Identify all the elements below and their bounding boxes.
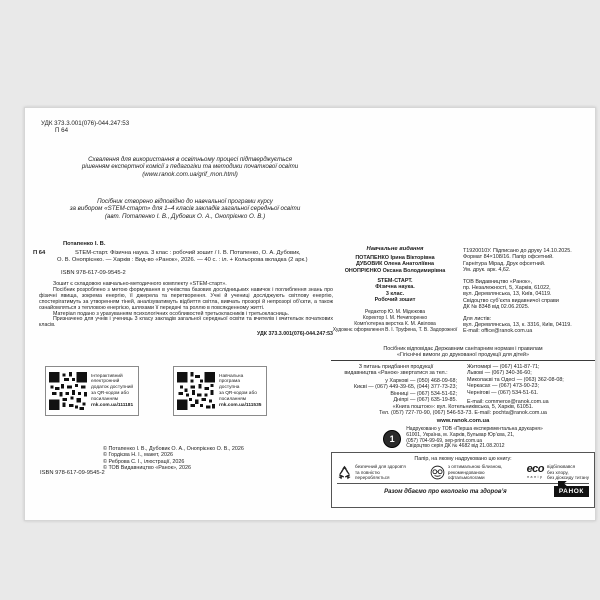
text-line: «Гігієнічні вимоги до друкованої продукції для дітей» (396, 352, 530, 359)
text-line: вул. Деревлянська, 13, к. 3316, Київ, 04119. (463, 322, 572, 329)
text-line: у Харкові — (050) 468-09-68; (385, 378, 457, 384)
isbn-entry: ISBN 978-617-09-9545-2 (61, 270, 126, 276)
recycle-icon (337, 465, 352, 480)
text-line: ДК № 8348 від 02.06.2025. (463, 304, 530, 311)
text-line: Навчальна (219, 373, 244, 379)
text-line: Для листів: (463, 315, 492, 322)
text-line: посиланням (91, 396, 119, 402)
bib-entry-line: STEM-старт. Фізична наука. 3 клас : робочий зошит / І. В. Потапенко, О. А. Дубовик, (75, 250, 301, 256)
text-line: © ТОВ Видавництво «Ранок», 2026 (103, 465, 191, 472)
text-line: ПОТАПЕНКО Ірина Вікторівна (355, 254, 435, 261)
eco-paper-logo (527, 464, 544, 480)
text-line: Т1920010У. Підписано до друку 14.10.2025. (463, 248, 572, 254)
text-line: Житомирі — (067) 411-87-71; (467, 364, 540, 370)
text-line: Свідоцтво серія ДК № 4682 від 21.08.2012 (406, 443, 505, 450)
text-line: (057) 704-99-69, sep-print.com.ua (406, 437, 483, 444)
text-line: © Реброва С. І., ілюстрації, 2026 (103, 458, 185, 465)
text-line: (www.ranok.com.ua/grif_mon.html) (142, 170, 238, 178)
udc-code: УДК 373.3.001(076)-044.247:53 (41, 120, 130, 127)
eco-item-text (547, 464, 589, 480)
copyright-block (103, 446, 244, 472)
edition-title (331, 278, 459, 304)
text-line: переробляється (355, 474, 390, 480)
text-line: офтальмологами (447, 474, 485, 480)
imprint-column (331, 246, 595, 520)
text-line: рекомендованою (447, 469, 485, 475)
qr-box-curriculum (173, 366, 267, 416)
annotation-paragraph: Матеріал подано з урахуванням психологічних особливостей третьокласників і третьокласниць. (53, 310, 290, 317)
annotation-paragraph: Посібник розроблено з метою формування в учнівства базових дослідницьких навичок і поглиблення знань про фізичні явища, зокрема енергію, її джерела та перетворення. Учні й учениці досліджують світлову енергію, спостерігатимуть за утворенням тіней, аналізуватимуть відбиття світла, вивчать прозорі й непрозорі об’єкти, а також ознайомляться з тепловою енергією, шляхами її передачі та роллю в повсякденному житті. (39, 286, 333, 311)
website: www.ranok.com.ua (436, 418, 490, 424)
staff-credits (331, 309, 459, 333)
text-line: без діоксиду титану (547, 474, 589, 480)
text-line: Художнє оформлення В. І. Труфена, Т. В. Задорожної (332, 326, 458, 333)
text-line: та повністю (355, 469, 380, 475)
qr-caption (219, 374, 261, 409)
divider-rule (331, 360, 595, 361)
text-line: Формат 84×108/16. Папір офсетний. (463, 254, 554, 261)
author-sign: П 64 (55, 127, 69, 135)
bib-author: Потапенко І. В. (63, 241, 106, 247)
text-line: «Книга поштою»: вул. Котельниківська, 5, Харків, 61051. (392, 404, 534, 410)
text-line: E-mail: office@ranok.com.ua (463, 328, 533, 335)
bib-entry-line: О. В. Онопрієнко. — Харків : Вид-во «Ранок», 2026. — 40 с. : іл. + Кольорова вкладка (2 арк.) (57, 256, 308, 263)
eco-title: Папір, на якому надруковано цю книгу: (414, 456, 512, 462)
text-line: пр. Незалежності, 5, Харків, 61022, (463, 285, 551, 292)
sales-email: E-mail: commerce@ranok.com.ua (467, 399, 549, 406)
text-line: 61001, Україна, м. Харків, Бульвар Юр’єва, 21, (406, 431, 515, 438)
text-line: видавництва «Ранок» звертатися за тел.: (344, 370, 448, 377)
text-line: 3 клас. (385, 290, 405, 297)
sales-header (331, 364, 461, 377)
text-line: програма (219, 379, 240, 385)
eco-item-text (448, 464, 503, 480)
eco-item-bleach-free (527, 464, 589, 480)
text-line: відбілювався (547, 464, 576, 470)
qr-code-icon (49, 372, 87, 410)
text-line: Комп’ютерна верстка К. М. Авілова (354, 320, 436, 327)
eco-item-text (355, 464, 406, 480)
edition-credits (331, 246, 459, 333)
text-line: доступна (219, 385, 240, 391)
eco-slogan: Разом дбаємо про екологію та здоров’я (384, 488, 507, 495)
bib-entry (57, 250, 343, 264)
text-line: Редактор Ю. М. Мідюкова (364, 308, 426, 315)
program-note (35, 198, 335, 220)
text-line: безпечний для здоров’я (355, 464, 406, 470)
text-line: Ум. друк. арк. 4,62. (463, 267, 511, 274)
text-line: Робочий зошит (374, 297, 416, 304)
text-line: Коректор І. М. Нечипоренко (362, 314, 428, 321)
text-line: Миколаєві та Одесі — (063) 362-08-08; (467, 376, 564, 383)
qr-box-interactive-app (45, 366, 139, 416)
text-line: Гарнітура Мірад. Друк офсетний. (463, 260, 546, 267)
eco-logo-subtext: папір (527, 475, 544, 480)
text-line: з оптимальною білизною, (447, 464, 503, 470)
udc-top-block (41, 120, 129, 135)
text-line: Інтерактивний (91, 373, 123, 379)
text-line: Надруковано у ТОВ «Перша експериментальна друкарня» (406, 426, 543, 432)
eco-item-whiteness (430, 464, 503, 480)
phones-list (467, 364, 595, 396)
ranok-logo: РАНОК (554, 486, 589, 497)
print-tech-info (463, 248, 595, 274)
sales-phones-right (467, 364, 595, 405)
publisher-address (463, 279, 595, 311)
text-line: за QR-кодом або (91, 391, 129, 396)
text-line: Свідоцтво суб’єкта видавничої справи (463, 297, 559, 304)
text-line: без хлору, (547, 469, 569, 475)
text-line: © Гордієва Н. І., макет, 2026 (103, 452, 173, 459)
text-line: rnk.com.ua/111535 (219, 402, 262, 408)
text-line: за QR-кодом або (219, 391, 257, 396)
book-by-mail (331, 404, 595, 417)
text-line: Посібник створено відповідно до навчальної програми курсу (97, 198, 273, 205)
text-line: Дніпрі — (067) 635-19-85. (393, 397, 457, 404)
text-line: Львові — (067) 340-36-60; (467, 370, 532, 377)
text-line: ТОВ Видавництво «Ранок», (463, 278, 533, 285)
text-line: STEM-СТАРТ. (377, 278, 413, 285)
text-line: Схвалення для використання в освітньому процесі підтверджується (88, 156, 292, 163)
printer-block (331, 427, 595, 450)
text-line: електронний (91, 379, 120, 385)
text-line: Черкасах — (067) 473-90-23; (467, 383, 539, 390)
bib-sigla: П 64 (33, 250, 46, 256)
sanitary-note (331, 346, 595, 359)
eco-item-recyclable (337, 464, 406, 480)
letters-address (463, 316, 595, 335)
printer-logo-icon: 1 (383, 430, 401, 448)
annotation-paragraph: Призначено для учнів і учениць 3 класу закладів загальної середньої освіти та вчителів і вчительок початкових класів. (39, 316, 333, 329)
text-line: рішенням експертної комісії з педагогіки та методики початкової освіти (81, 163, 299, 171)
glasses-face-icon (430, 465, 445, 480)
text-line: З питань придбання продукції (358, 364, 434, 370)
eco-logo-text: eco (526, 463, 545, 476)
eco-divider (337, 483, 589, 484)
book-imprint-page (24, 107, 596, 521)
text-line: посиланням (219, 396, 247, 402)
publisher-info (463, 248, 595, 335)
annotation-block (39, 282, 333, 338)
edition-authors (331, 255, 459, 274)
printer-details (406, 427, 543, 450)
text-line: (авт. Потапенко І. В., Дубовик О. А., Онопрієнко О. В.) (104, 212, 266, 220)
udc-bottom: УДК 373.3.001(076)-044.247:53 (256, 331, 333, 338)
eco-paper-box (331, 452, 595, 508)
text-line: додаток доступний (91, 385, 134, 391)
sales-phones-left (331, 378, 457, 404)
text-line: Тел. (057) 727-70-90, (067) 546-53-73. E-mail: pochta@ranok.com.ua (379, 410, 547, 417)
text-line: ДУБОВИК Олена Анатоліївна (356, 261, 434, 268)
qr-code-icon (177, 372, 215, 410)
text-line: © Потапенко І. В., Дубовик О. А., Онопрієнко О. В., 2026 (103, 446, 244, 452)
text-line: Києві — (067) 449-39-65, (044) 377-73-23; (353, 384, 457, 391)
edition-heading: Навчальне видання (366, 246, 424, 252)
text-line: rnk.com.ua/111181 (91, 402, 134, 408)
annotation-paragraph: Зошит є складовою навчально-методичного комплекту «STEM-старт». (53, 281, 227, 287)
text-line: за вибором «STEM-старт» для 1–4 класів закладів загальної середньої освіти (69, 205, 301, 213)
text-line: ОНОПРІЄНКО Оксана Володимирівна (344, 267, 446, 274)
text-line: Фізична наука. (375, 284, 415, 291)
qr-caption (91, 374, 133, 409)
text-line: Вінниці — (067) 534-51-62; (390, 390, 457, 397)
approval-note (55, 156, 325, 178)
isbn-bottom: ISBN 978-617-09-9545-2 (40, 470, 105, 476)
text-line: вул. Деревлянська, 13, Київ, 04119. (463, 291, 552, 298)
text-line: Посібник відповідає Державним санітарним нормам і правилам (383, 346, 543, 352)
text-line: Чернігові — (067) 534-51-61. (467, 389, 539, 396)
